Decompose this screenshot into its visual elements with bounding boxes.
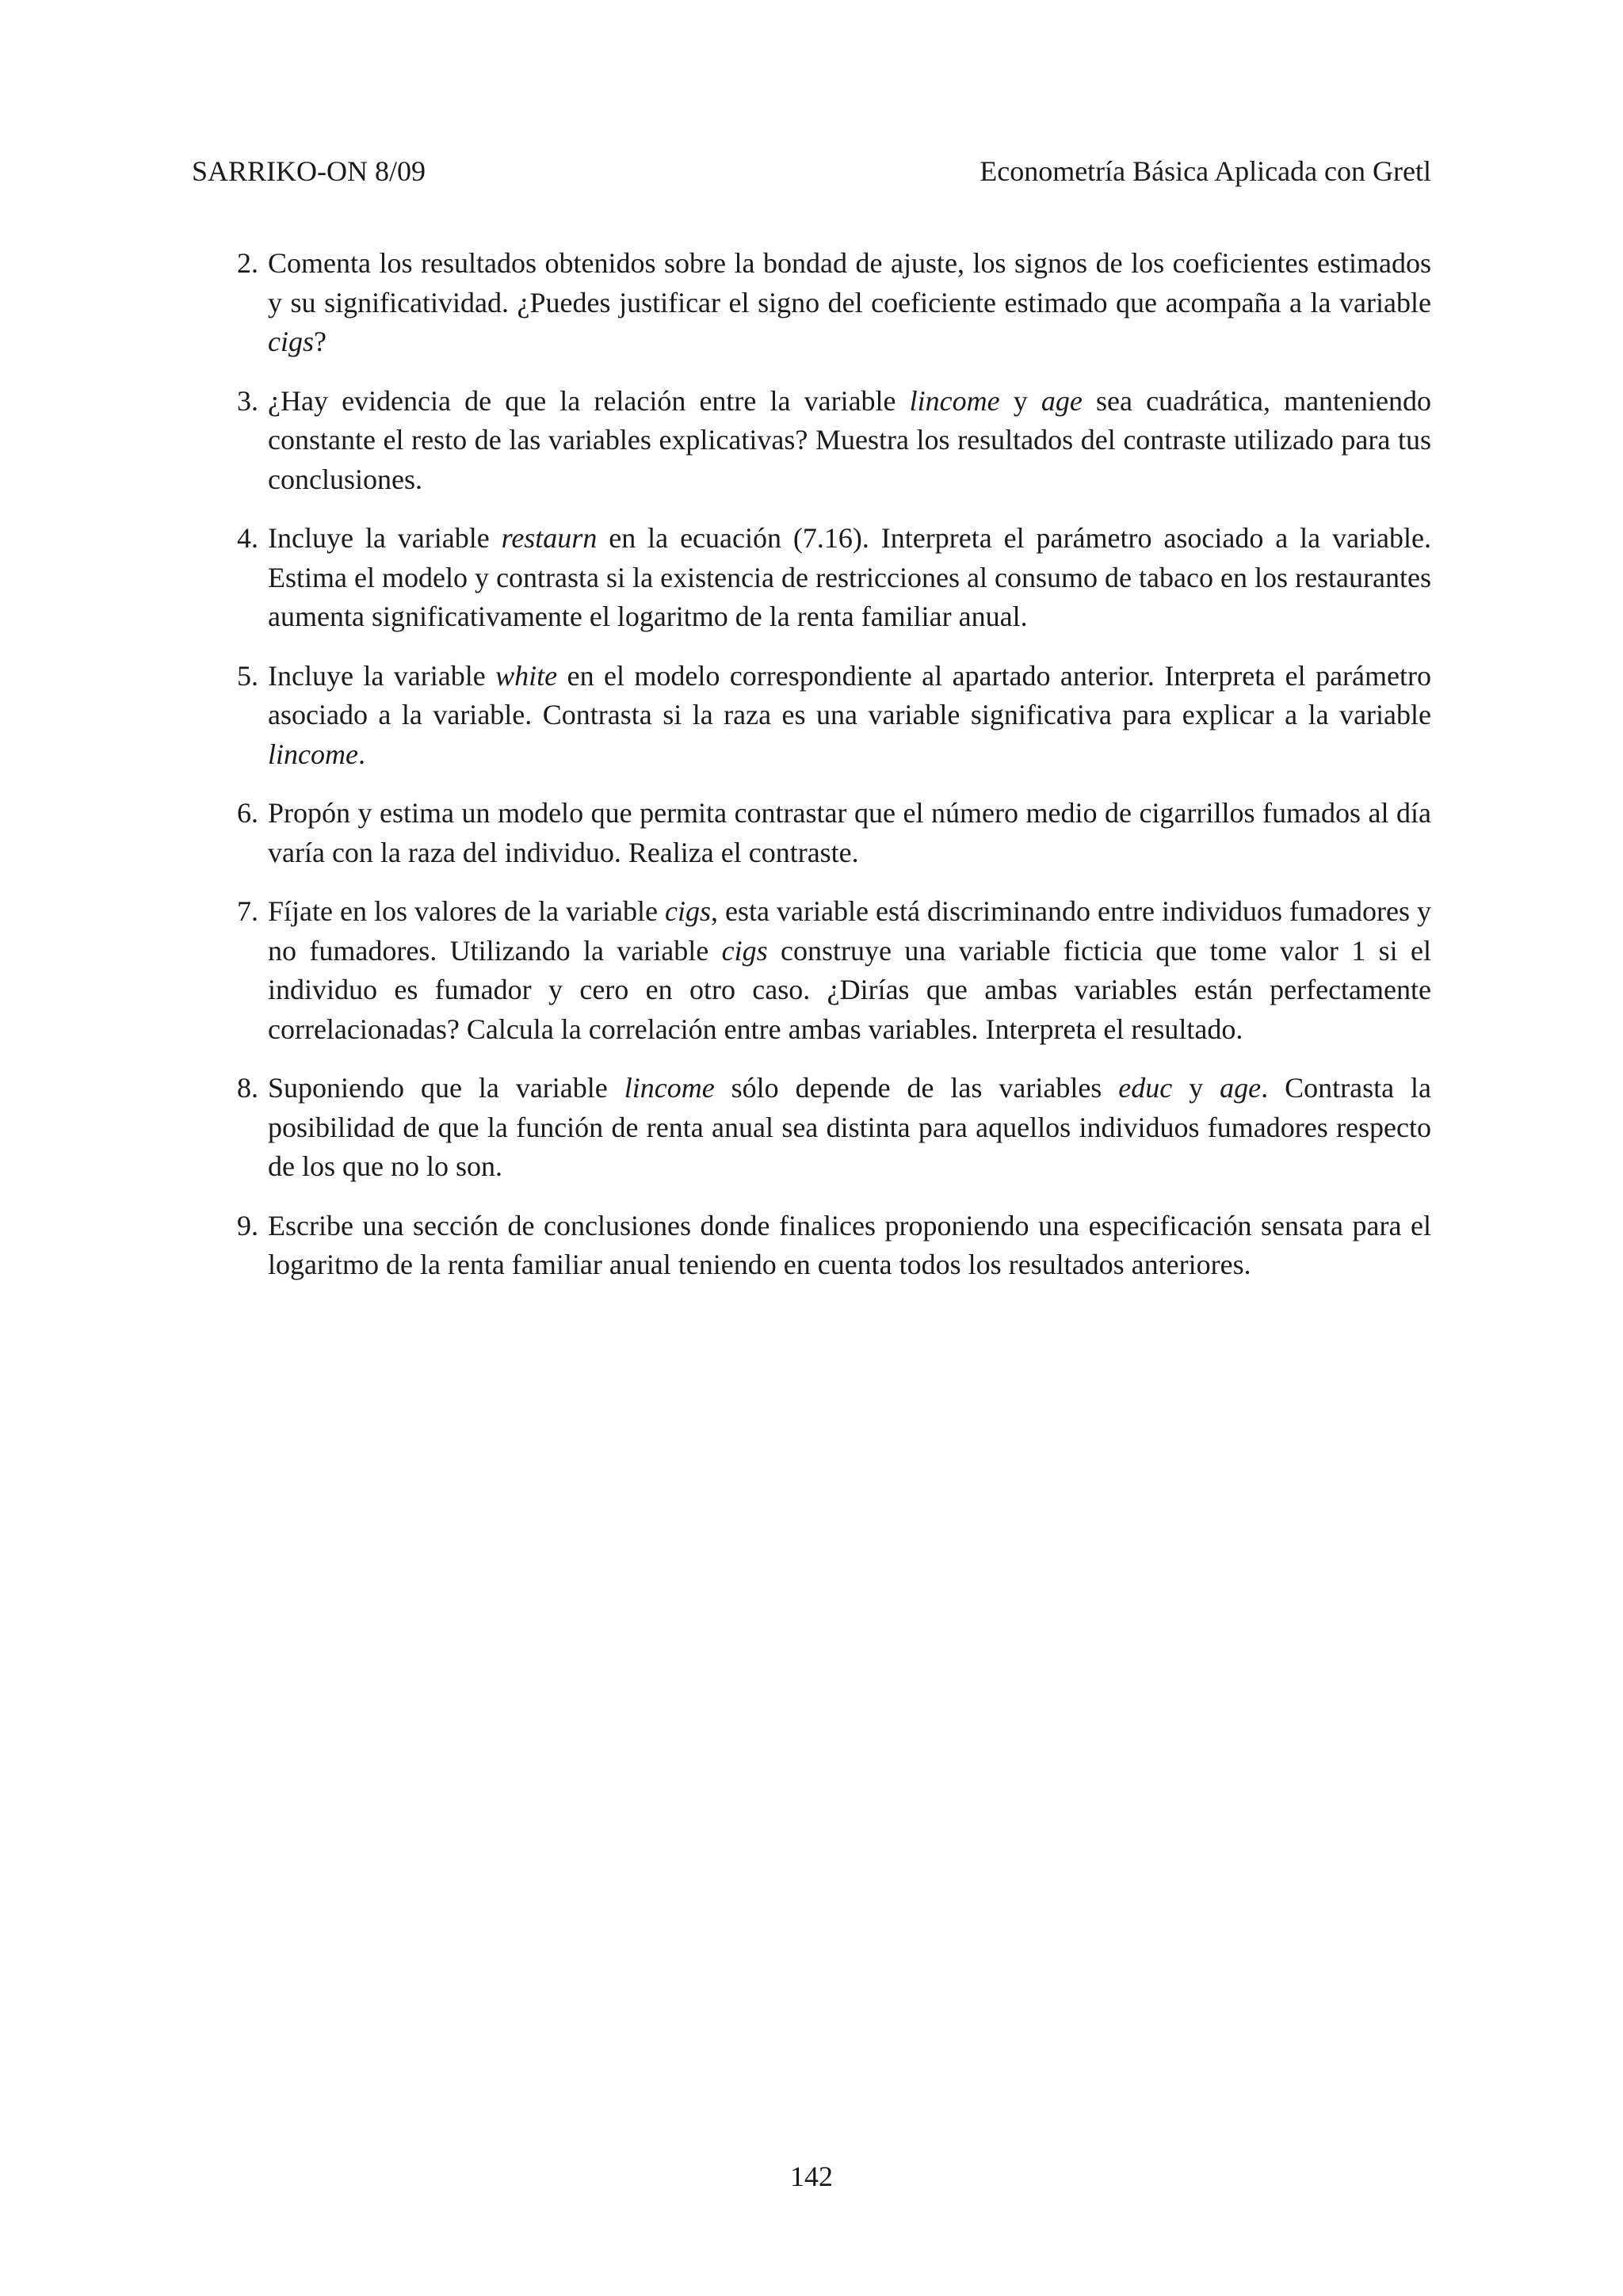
item-text: [268, 385, 1431, 495]
text-run: Incluye la variable: [268, 522, 502, 554]
item-text: [268, 522, 1431, 632]
text-run: en el modelo correspondiente al apartado anterior. Interpreta el parámetro asociado a la variable. Contrasta si la raza es una variable significativa para explicar a la variable: [268, 659, 1431, 730]
text-run: Escribe una sección de conclusiones donde finalices proponiendo una especificación sensata para el logaritmo de la renta familiar anual teniendo en cuenta todos los resultados anteriores.: [268, 1209, 1431, 1280]
item-number: 5.: [237, 659, 258, 692]
text-run: Fíjate en los valores de la variable: [268, 895, 666, 927]
list-item: [192, 1207, 1431, 1285]
text-run: Propón y estima un modelo que permita contrastar que el número medio de cigarrillos fumados al día varía con la raza del individuo. Realiza el contraste.: [268, 797, 1431, 868]
text-run: construye una variable ficticia que tome valor 1 si el individuo es fumador y cero en otro caso. ¿Dirías que ambas variables están perfectamente correlacionadas? Calcula la correlación entre ambas variables. Interpreta el resultado.: [268, 934, 1431, 1045]
text-run: sea cuadrática, manteniendo constante el resto de las variables explicativas? Muestra los resultados del contraste utilizado para tus conclusiones.: [268, 384, 1432, 495]
list-item: [192, 794, 1431, 872]
variable-name: cigs: [721, 934, 768, 967]
text-run: ?: [314, 326, 327, 357]
item-number: 4.: [237, 522, 258, 554]
text-run: y: [1172, 1072, 1220, 1104]
item-number: 8.: [237, 1072, 258, 1104]
item-number: 7.: [237, 895, 258, 927]
item-number: 3.: [237, 384, 258, 417]
text-run: en la ecuación (7.16). Interpreta el parámetro asociado a la variable. Estima el modelo y contrasta si la existencia de restricciones al consumo de tabaco en los restaurantes aumenta significativamente el logaritmo de la renta familiar anual.: [268, 522, 1431, 632]
text-run: Suponiendo que la variable: [268, 1072, 624, 1104]
list-item: [192, 892, 1431, 1049]
text-run: y: [999, 384, 1041, 417]
variable-name: cigs: [268, 326, 314, 357]
item-text: [268, 247, 1431, 357]
header-right: Econometría Básica Aplicada con Gretl: [980, 155, 1431, 187]
variable-name: restaurn: [501, 522, 598, 554]
text-run: Comenta los resultados obtenidos sobre la bondad de ajuste, los signos de los coeficientes estimados y su significatividad. ¿Puedes justificar el signo del coeficiente estimado que acompaña a la variable: [268, 247, 1431, 318]
variable-name: age: [1220, 1072, 1262, 1104]
item-number: 9.: [237, 1209, 258, 1241]
item-text: [268, 660, 1431, 770]
item-text: [268, 797, 1431, 868]
list-item: [192, 244, 1431, 362]
list-item: [192, 657, 1431, 775]
list-item: [192, 519, 1431, 637]
variable-name: lincome: [909, 384, 1000, 417]
header-left: SARRIKO-ON 8/09: [192, 155, 426, 187]
text-run: .: [357, 738, 365, 770]
variable-name: cigs: [665, 895, 712, 927]
variable-name: age: [1041, 384, 1083, 417]
running-header: [192, 151, 1431, 192]
item-text: [268, 895, 1431, 1045]
variable-name: white: [495, 659, 558, 692]
text-run: . Contrasta la posibilidad de que la función de renta anual sea distinta para aquellos individuos fumadores respecto de los que no lo son.: [268, 1072, 1432, 1182]
variable-name: lincome: [624, 1072, 715, 1104]
item-number: 6.: [237, 797, 258, 829]
item-number: 2.: [237, 247, 258, 279]
list-item: [192, 382, 1431, 500]
variable-name: educ: [1118, 1072, 1173, 1104]
text-run: , esta variable está discriminando entre individuos fumadores y no fumadores. Utilizando la variable: [268, 895, 1431, 967]
text-run: ¿Hay evidencia de que la relación entre la variable: [268, 384, 910, 417]
list-item: [192, 1069, 1431, 1187]
page-number: 142: [790, 2161, 833, 2192]
item-text: [268, 1210, 1431, 1281]
variable-name: lincome: [268, 738, 358, 770]
text-run: Incluye la variable: [268, 659, 496, 692]
exercise-list: [192, 244, 1431, 1305]
item-text: [268, 1072, 1431, 1182]
text-run: sólo depende de las variables: [714, 1072, 1119, 1104]
